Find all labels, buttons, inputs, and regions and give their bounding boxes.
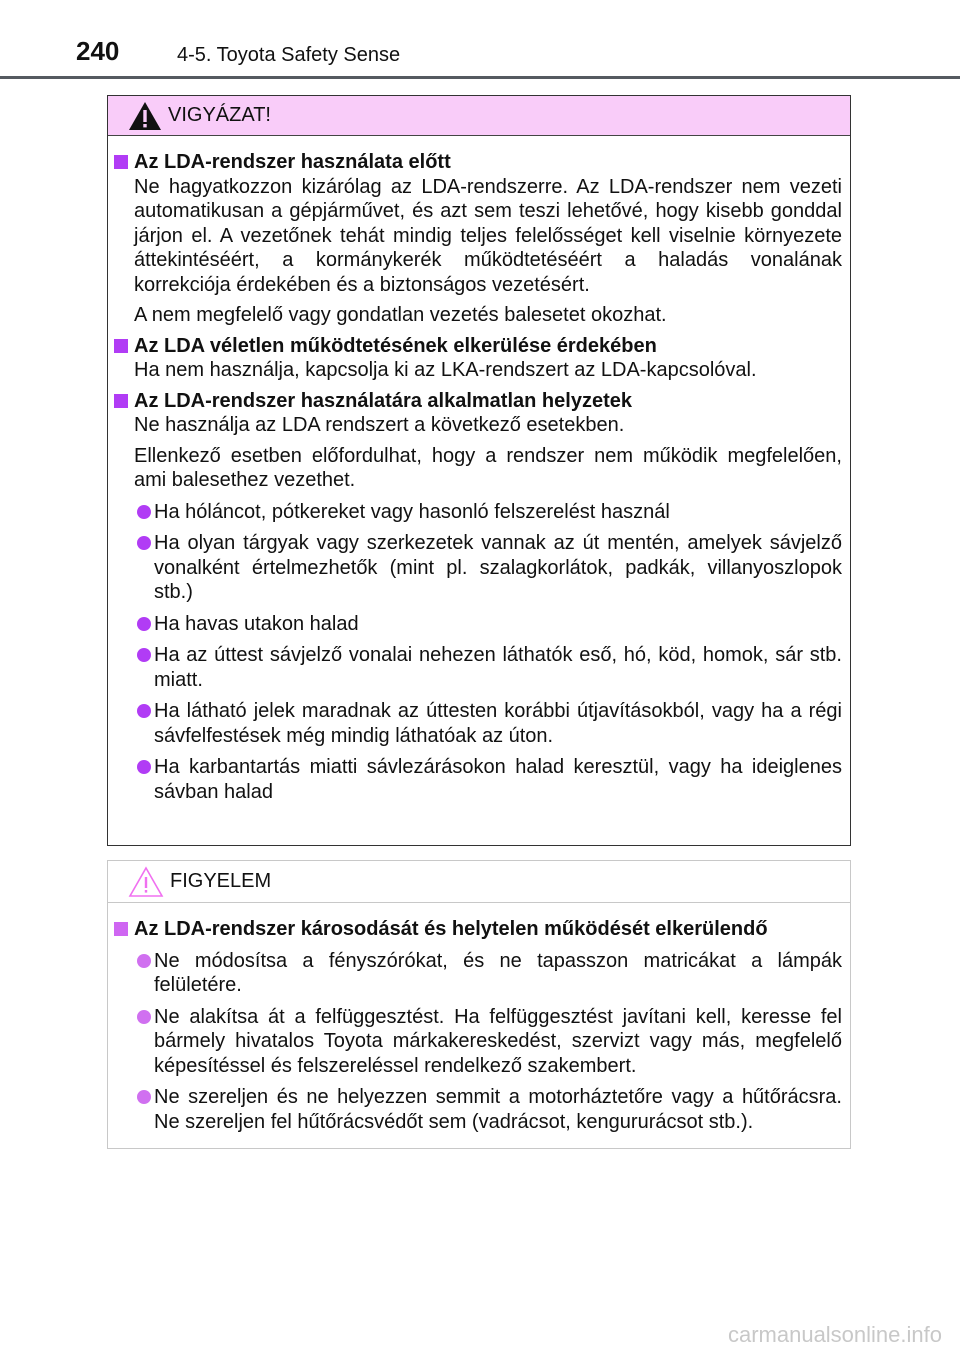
- list-item: Ha az úttest sávjelző vonalai nehezen láthatók eső, hó, köd, homok, sár stb. miatt.: [114, 643, 842, 692]
- paragraph: A nem megfelelő vagy gondatlan vezetés balesetet okozhat.: [134, 304, 667, 326]
- notice-title: FIGYELEM: [170, 870, 272, 892]
- list-item: Ha hóláncot, pótkereket vagy hasonló felszerelést használ: [114, 500, 842, 525]
- notice-box: [107, 860, 851, 1149]
- list-item: Ha havas utakon halad: [114, 612, 842, 637]
- section-heading: Az LDA-rendszer károsodását és helytelen működését elkerülendő: [114, 917, 842, 942]
- section-heading: Az LDA véletlen működtetésének elkerülése érdekében: [114, 334, 842, 359]
- paragraph: Ha nem használja, kapcsolja ki az LKA-rendszert az LDA-kapcsolóval.: [134, 359, 757, 381]
- bullet-dot-icon: [137, 1090, 151, 1104]
- bullet-dot-icon: [137, 1010, 151, 1024]
- notice-triangle-icon: [128, 866, 164, 898]
- square-bullet-icon: [114, 155, 128, 169]
- warning-header: [108, 96, 850, 136]
- bullet-dot-icon: [137, 505, 151, 519]
- list-item: Ne szereljen és ne helyezzen semmit a motorháztetőre vagy a hűtőrácsra. Ne szereljen fel hűtőrácsvédőt sem (vadrácsot, kengururácsot stb.).: [114, 1085, 842, 1134]
- header-rule: [0, 76, 960, 79]
- page-number: 240: [76, 36, 120, 66]
- paragraph: Ellenkező esetben előfordulhat, hogy a rendszer nem működik megfelelően, ami balesethez vezethet.: [134, 444, 842, 491]
- section-heading: Az LDA-rendszer használata előtt: [114, 150, 842, 175]
- bullet-dot-icon: [137, 954, 151, 968]
- bullet-dot-icon: [137, 617, 151, 631]
- list-item: Ne alakítsa át a felfüggesztést. Ha felfüggesztést javítani kell, keresse fel bármely hivatalos Toyota márkakereskedést, szervizt vagy más, megfelelő képesítéssel és felszereléssel rendelkező szakembert.: [114, 1005, 842, 1079]
- list-item: Ne módosítsa a fényszórókat, és ne tapasszon matricákat a lámpák felületére.: [114, 949, 842, 998]
- square-bullet-icon: [114, 394, 128, 408]
- watermark: carmanualsonline.info: [727, 1322, 942, 1347]
- bullet-dot-icon: [137, 760, 151, 774]
- list-item: Ha látható jelek maradnak az úttesten korábbi útjavításokból, vagy ha a régi sávfelfestések még mindig láthatóak az úton.: [114, 699, 842, 748]
- square-bullet-icon: [114, 922, 128, 936]
- list-item: Ha karbantartás miatti sávlezárásokon halad keresztül, vagy ha ideiglenes sávban halad: [114, 755, 842, 804]
- paragraph: Ne használja az LDA rendszert a következő esetekben.: [134, 414, 625, 436]
- warning-triangle-icon: [128, 101, 162, 131]
- section-heading: Az LDA-rendszer használatára alkalmatlan helyzetek: [114, 389, 842, 414]
- paragraph: Ne hagyatkozzon kizárólag az LDA-rendszerre. Az LDA-rendszer nem vezeti automatikusan a gépjárművet, és azt sem teszi lehetővé, hogy kisebb gonddal járjon el. A vezetőnek tehát mindig teljes felelősséget kell viselnie környezete áttekintéséért, a kormánykerék működtetéséért a haladás vonalának korrekciója érdekében és a biztonságos vezetésért.: [134, 175, 842, 296]
- warning-box: [107, 95, 851, 846]
- section-title: 4-5. Toyota Safety Sense: [177, 44, 401, 66]
- notice-header: [108, 861, 850, 903]
- bullet-dot-icon: [137, 536, 151, 550]
- square-bullet-icon: [114, 339, 128, 353]
- bullet-dot-icon: [137, 704, 151, 718]
- bullet-dot-icon: [137, 648, 151, 662]
- list-item: Ha olyan tárgyak vagy szerkezetek vannak az út mentén, amelyek sávjelző vonalként értelmezhetők (mint pl. szalagkorlátok, padkák, villanyoszlopok stb.): [114, 531, 842, 605]
- warning-title: VIGYÁZAT!: [168, 104, 271, 126]
